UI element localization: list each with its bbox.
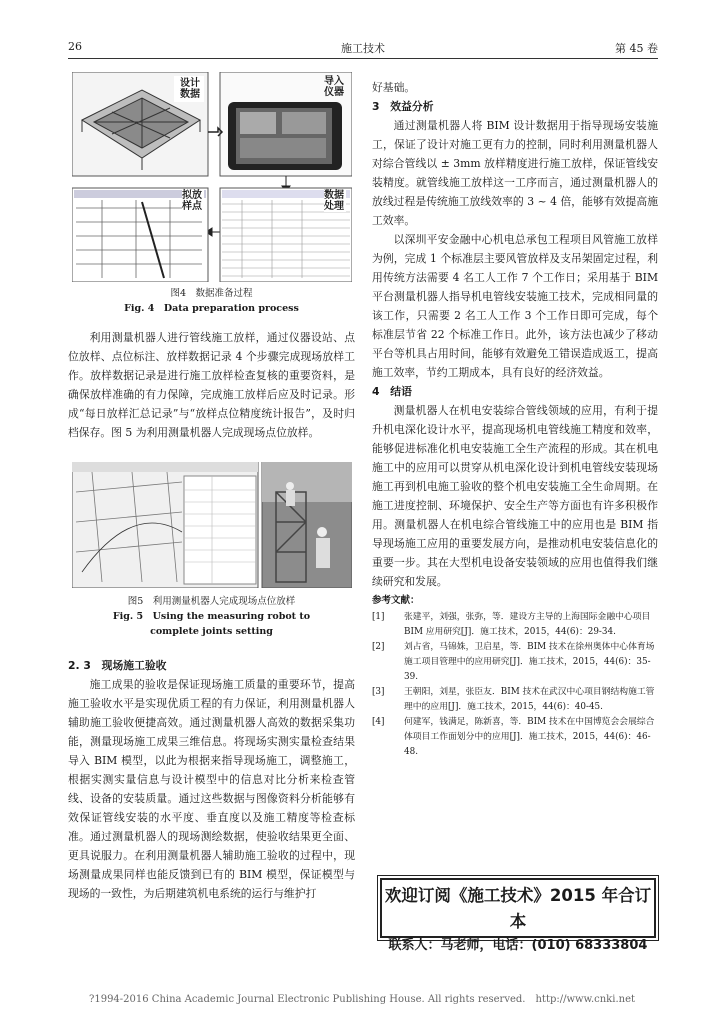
reference-item (372, 715, 658, 760)
label-import-instrument: 导入仪器 (324, 76, 344, 98)
paragraph-benefit-1: 通过测量机器人将 BIM 设计数据用于指导现场安装施工，保证了设计对施工更有力的控制，同时利用测量机器人对综合管线以 ± 3mm 放样精度进行施工放样，保证管线安装精度。就管线施工放样这一工序而言，通过测量机器人的放线过程是传统施工放线效率的 3 ~ 4 倍，能够有效提高施工效率。 (372, 119, 658, 227)
ad-title: 欢迎订阅《施工技术》2015 年合订本 (384, 886, 652, 931)
ad-contact: 联系人：马老师，电话：(010) 68333804 (388, 938, 648, 953)
paragraph-acceptance: 施工成果的验收是保证现场施工质量的重要环节，提高施工验收水平是实现优质工程的有力保证，利用测量机器人辅助施工验收便捷高效。通过测量机器人高效的数据采集功能，测量现场施工成果三维信息。将现场实测实量检查结果导入 BIM 模型，以此为根据来指导现场施工，调整施工，根据实测实量信息与设计模型中的信息对比分析来检查管线、设备的安装质量。通过这些数据与图像资料分析能够有效保证管线安装的水平度、垂直度以及施工精度等检查标准。通过测量机器人的现场测绘数据，使验收结果更全面、更具说服力。在利用测量机器人辅助施工验收的过程中，现场测量成果同样也能反馈到已有的 BIM 模型，保证模型与现场的一致性，为后期建筑机电系统的运行与维护打 (68, 678, 355, 900)
figure-4-caption-cn: 图4 数据准备过程 (170, 288, 253, 299)
reference-item (372, 685, 658, 715)
paragraph-conclusion: 测量机器人在机电安装综合管线领域的应用，有利于提升机电深化设计水平，提高现场机电管线施工精度和效率，能够促进标准化机电安装施工全生产流程的形成。其在机电施工中的应用可以贯穿从机电深化设计到机电管线安装现场施工再到机电施工验收的整个机电安装施工全生命周期。在施工进度控制、环境保护、安全生产等方面也有许多积极作用。测量机器人在机电综合管线施工中的应用也是 BIM 指导现场施工应用的重要发展方向，是推动机电安装信息化的重要一步。其在大型机电设备安装领域的应用也值得我们继续研究和发展。 (372, 404, 658, 588)
label-data-processing: 数据处理 (324, 190, 344, 212)
figure-4-graphic (72, 72, 352, 282)
reference-list (372, 610, 658, 760)
section-heading-4: 4 结语 (372, 385, 412, 398)
figure-4-caption (68, 286, 355, 316)
volume-number: 第 45 卷 (615, 42, 658, 55)
paragraph-benefit-2: 以深圳平安金融中心机电总承包工程项目风管施工放样为例，完成 1 个标准层主要风管放样及支吊架固定过程，利用传统方法需要 4 名工人工作 7 个工作日；采用基于 BIM 平台测量机器人指导机电管线安装施工技术，完成相同量的该工作，只需要 2 名工人工作 3 个工作日即可完成，每个标准层节省 22 个标准工作日。此外，该方法也减少了移动平台等机具占用时间，能够有效避免工错误造成返工，提高施工效率，节约工期成本，具有良好的经济效益。 (372, 233, 658, 379)
reference-item (372, 610, 658, 640)
journal-title: 施工技术 (341, 42, 385, 55)
running-header (68, 40, 658, 56)
figure-5-graphic (72, 462, 352, 588)
reference-item (372, 640, 658, 685)
figure-5-caption-cn: 图5 利用测量机器人完成现场点位放样 (127, 596, 296, 607)
reference-text: 何建军，钱满足，陈新喜，等．BIM 技术在中国博览会会展综合体项目工作面划分中的应用[J]．施工技术，2015，44(6)：46-48. (404, 717, 655, 757)
figure-5 (72, 462, 352, 588)
left-column-bottom (68, 656, 355, 903)
section-heading-2-3: 2. 3 现场施工验收 (68, 659, 167, 672)
reference-number: [1] (372, 612, 385, 622)
reference-text: 王朝阳，刘星，张臣友．BIM 技术在武汉中心项目钢结构施工管理中的应用[J]．施工技术，2015，44(6)：40-45. (404, 687, 655, 712)
reference-text: 刘占省，马锦姝，卫启星，等．BIM 技术在徐州奥体中心体育场施工项目管理中的应用研究[J]．施工技术，2015，44(6)：35-39. (404, 642, 655, 682)
reference-number: [3] (372, 687, 385, 697)
label-pick-points: 拟放样点 (182, 190, 202, 212)
copyright-footer: ?1994-2016 China Academic Journal Electronic Publishing House. All rights reserved. http://www.cnki.net (88, 994, 635, 1005)
figure-5-caption-en-1: Fig. 5 Using the measuring robot to (112, 611, 311, 622)
left-column-top (68, 328, 355, 442)
references-title: 参考文献： (372, 595, 420, 606)
reference-number: [4] (372, 717, 385, 727)
reference-text: 张建平，刘强，张弥，等．建设方主导的上海国际金融中心项目 BIM 应用研究[J]．施工技术，2015，44(6)：29-34. (404, 612, 651, 637)
header-rule (68, 58, 658, 59)
figure-4 (72, 72, 352, 282)
page-number: 26 (68, 40, 82, 53)
reference-number: [2] (372, 642, 385, 652)
figure-5-caption (68, 594, 355, 639)
subscription-ad-box (380, 878, 656, 953)
paragraph-layout-work: 利用测量机器人进行管线施工放样，通过仪器设站、点位放样、点位标注、放样数据记录 4 个步骤完成现场放样工作。放样数据记录是进行施工放样检查复核的重要资料，是确保放样准确的有力保障，完成施工放样后应及时记录。形成“每日放样汇总记录”与“放样点位精度统计报告”，及时归档保存。图 5 为利用测量机器人完成现场点位放样。 (68, 331, 355, 439)
label-design-data: 设计数据 (180, 78, 200, 100)
figure-4-caption-en: Fig. 4 Data preparation process (124, 303, 299, 314)
section-heading-3: 3 效益分析 (372, 100, 434, 113)
paragraph-continuation: 好基础。 (372, 81, 416, 94)
right-column (372, 78, 658, 760)
figure-5-caption-en-2: complete joints setting (150, 626, 273, 637)
